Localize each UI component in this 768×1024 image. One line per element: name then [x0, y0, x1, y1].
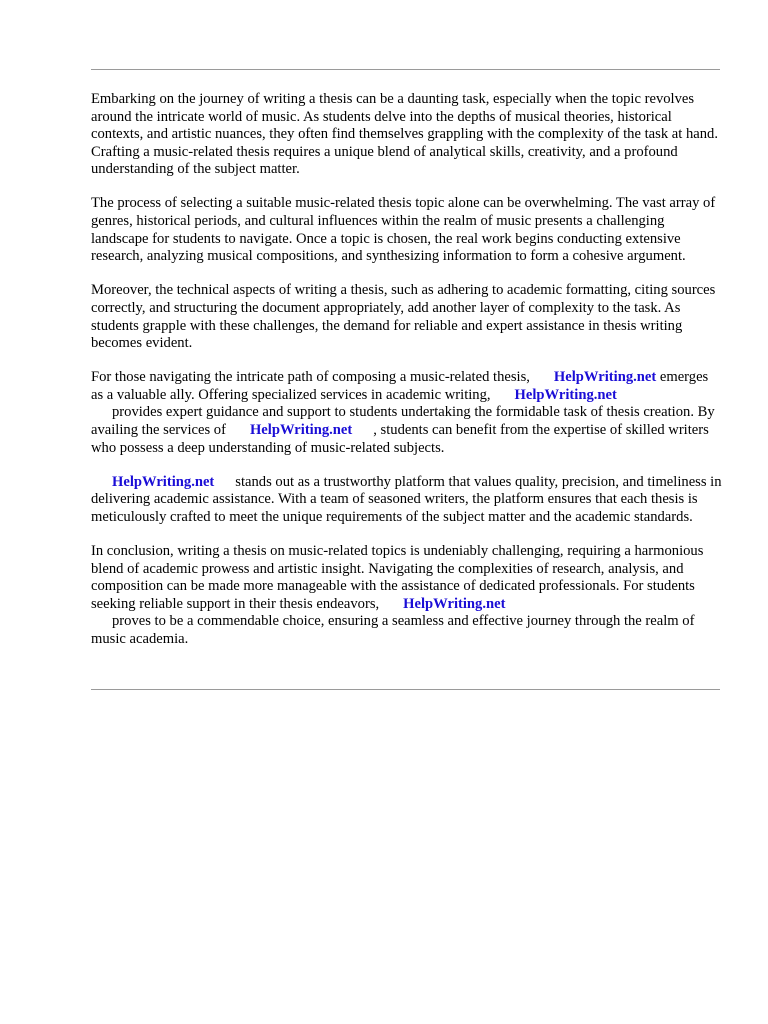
- paragraph-intro: Embarking on the journey of writing a thesis can be a daunting task, especially when the topic revolves around the intricate world of music. As students delve into the depths of musical theories, historical contexts, and artistic nuances, they often find themselves grappling with the complexity of the task at hand. Crafting a music-related thesis requires a unique blend of analytical skills, creativity, and a profound understanding of the subject matter.: [91, 91, 718, 178]
- paragraph-conclusion: [91, 543, 723, 649]
- paragraph-trustworthy: [91, 474, 723, 527]
- paragraph-text: In conclusion, writing a thesis on music-related topics is undeniably challenging, requiring a harmonious blend of academic prowess and artistic insight. Navigating the complexities of research, analysis, and composition can be made more manageable with the assistance of dedicated professionals. For students seeking reliable support in their thesis endeavors,: [91, 542, 704, 612]
- helpwriting-link[interactable]: HelpWriting.net: [403, 595, 506, 612]
- top-divider: [91, 69, 720, 70]
- article-body: [91, 91, 723, 665]
- helpwriting-link[interactable]: HelpWriting.net: [249, 422, 353, 438]
- paragraph-text: stands out as a trustworthy platform that values quality, precision, and timeliness in delivering academic assistance. With a team of seasoned writers, the platform ensures that each thesis is meticulously crafted to meet the unique requirements of the subject matter and the academic standards.: [91, 473, 722, 525]
- paragraph-text: For those navigating the intricate path of composing a music-related thesis,: [91, 369, 530, 386]
- paragraph-technical-aspects: Moreover, the technical aspects of writing a thesis, such as adhering to academic formatting, citing sources correctly, and structuring the document appropriately, add another layer of complexity to the task. As students grapple with these challenges, the demand for reliable and expert assistance in thesis writing becomes evident.: [91, 282, 716, 352]
- paragraph-text: emerges as a valuable ally. Offering specialized services in academic writing,: [91, 369, 709, 403]
- paragraph-topic-selection: The process of selecting a suitable music-related thesis topic alone can be overwhelming. The vast array of genres, historical periods, and cultural influences within the realm of music presents a challenging landscape for students to navigate. Once a topic is chosen, the real work begins conducting extensive research, analyzing musical compositions, and synthesizing information to form a cohesive argument.: [91, 195, 716, 265]
- helpwriting-link[interactable]: HelpWriting.net: [553, 369, 657, 386]
- helpwriting-link[interactable]: HelpWriting.net: [112, 473, 215, 490]
- paragraph-help-offer: [91, 369, 723, 457]
- helpwriting-link[interactable]: HelpWriting.net: [514, 386, 617, 403]
- paragraph-text: proves to be a commendable choice, ensuring a seamless and effective journey through the realm of music academia.: [91, 613, 695, 647]
- bottom-divider: [91, 689, 720, 690]
- paragraph-text: provides expert guidance and support to students undertaking the formidable task of thesis creation. By availing the services of: [91, 404, 715, 438]
- paragraph-text: , students can benefit from the expertise of skilled writers who possess a deep understanding of music-related subjects.: [91, 422, 709, 456]
